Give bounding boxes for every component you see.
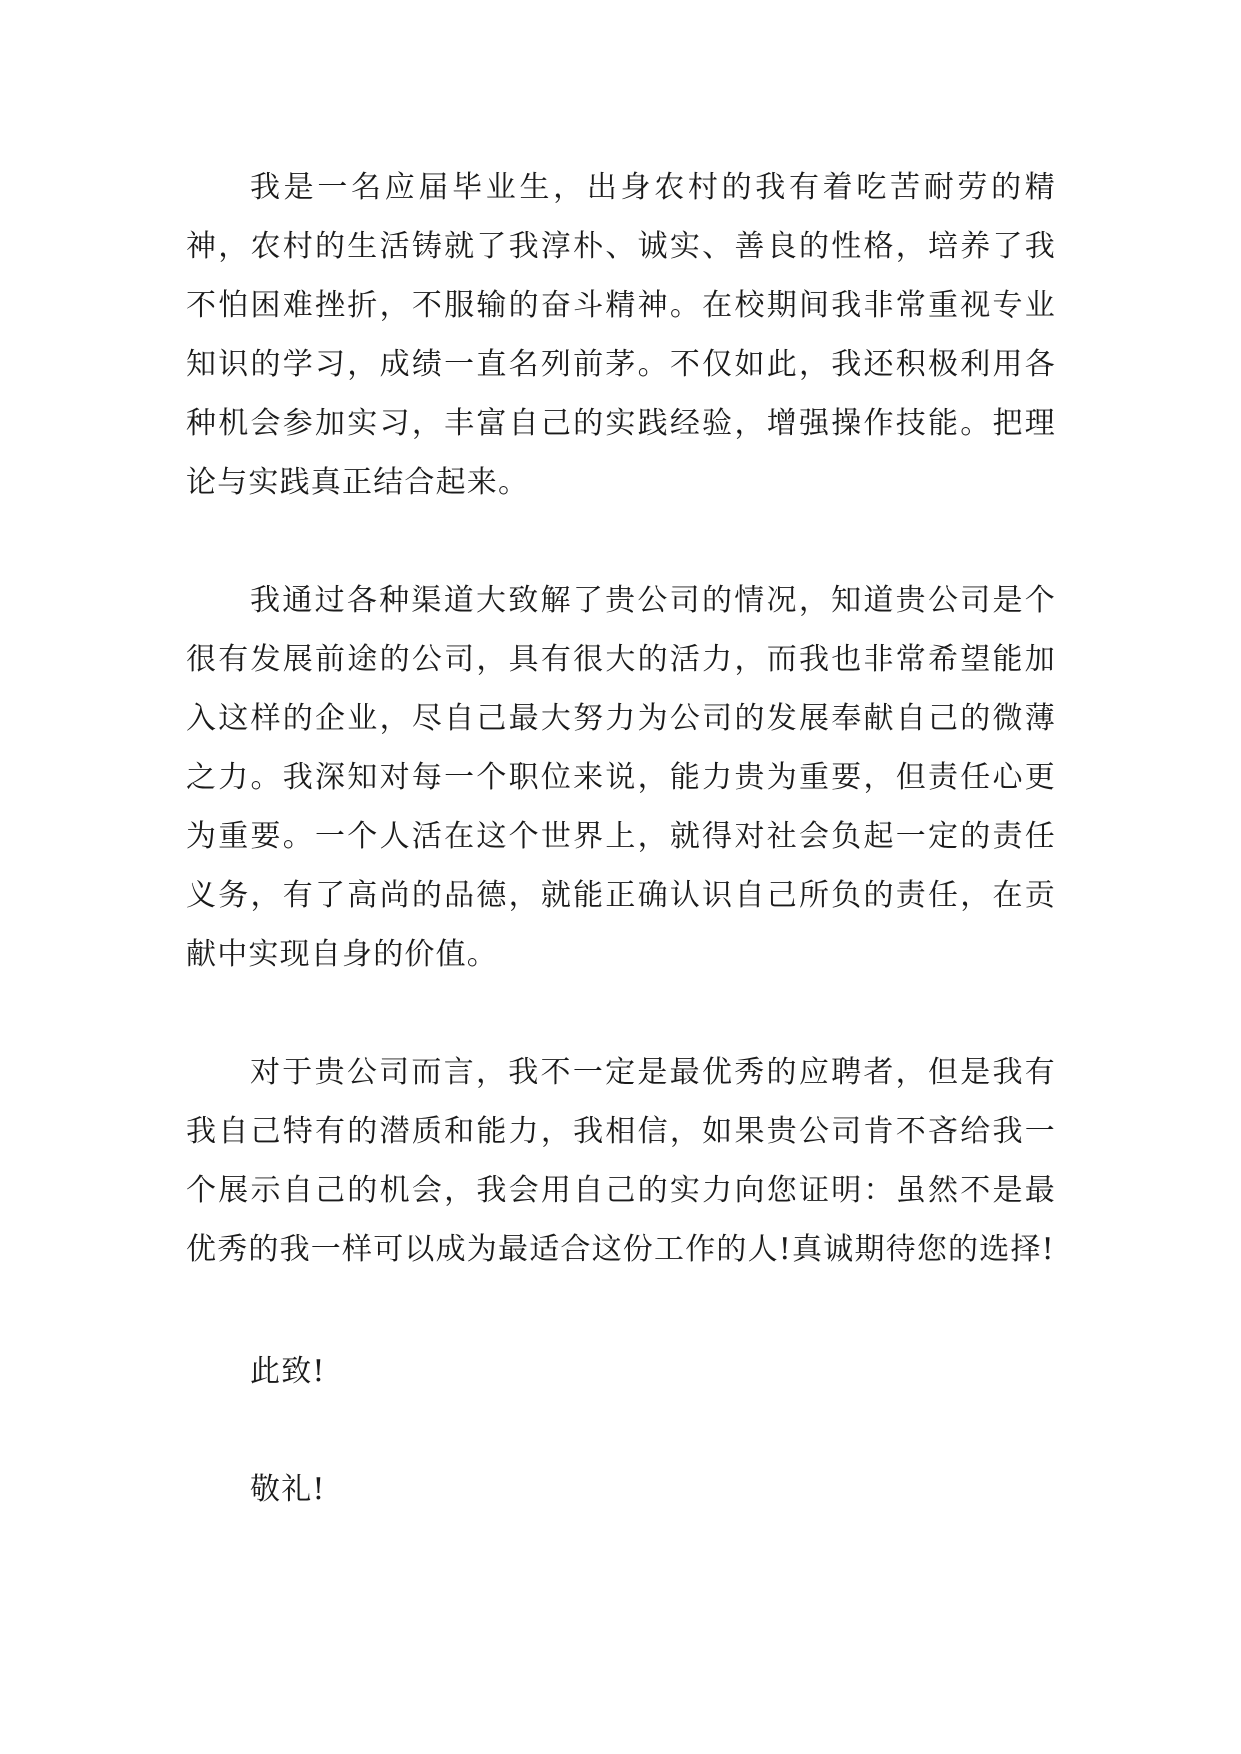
paragraph-1: 我是一名应届毕业生，出身农村的我有着吃苦耐劳的精神，农村的生活铸就了我淳朴、诚实、善良的性格，培养了我不怕困难挫折，不服输的奋斗精神。在校期间我非常重视专业知识的学习，成绩一直名列前茅。不仅如此，我还积极利用各种机会参加实习，丰富自己的实践经验，增强操作技能。把理论与实践真正结合起来。 [186,170,1056,500]
paragraph-3: 对于贵公司而言，我不一定是最优秀的应聘者，但是我有我自己特有的潜质和能力，我相信，如果贵公司肯不吝给我一个展示自己的机会，我会用自己的实力向您证明：虽然不是最优秀的我一样可以成为最适合这份工作的人!真诚期待您的选择! [186,1055,1056,1267]
closing-salutation: 此致! [250,1354,326,1389]
paragraph-2: 我通过各种渠道大致解了贵公司的情况，知道贵公司是个很有发展前途的公司，具有很大的活力，而我也非常希望能加入这样的企业，尽自己最大努力为公司的发展奉献自己的微薄之力。我深知对每一个职位来说，能力贵为重要，但责任心更为重要。一个人活在这个世界上，就得对社会负起一定的责任义务，有了高尚的品德，就能正确认识自己所负的责任，在贡献中实现自身的价值。 [186,583,1056,972]
letter-body [186,158,1056,1519]
closing-regards: 敬礼! [250,1472,326,1507]
